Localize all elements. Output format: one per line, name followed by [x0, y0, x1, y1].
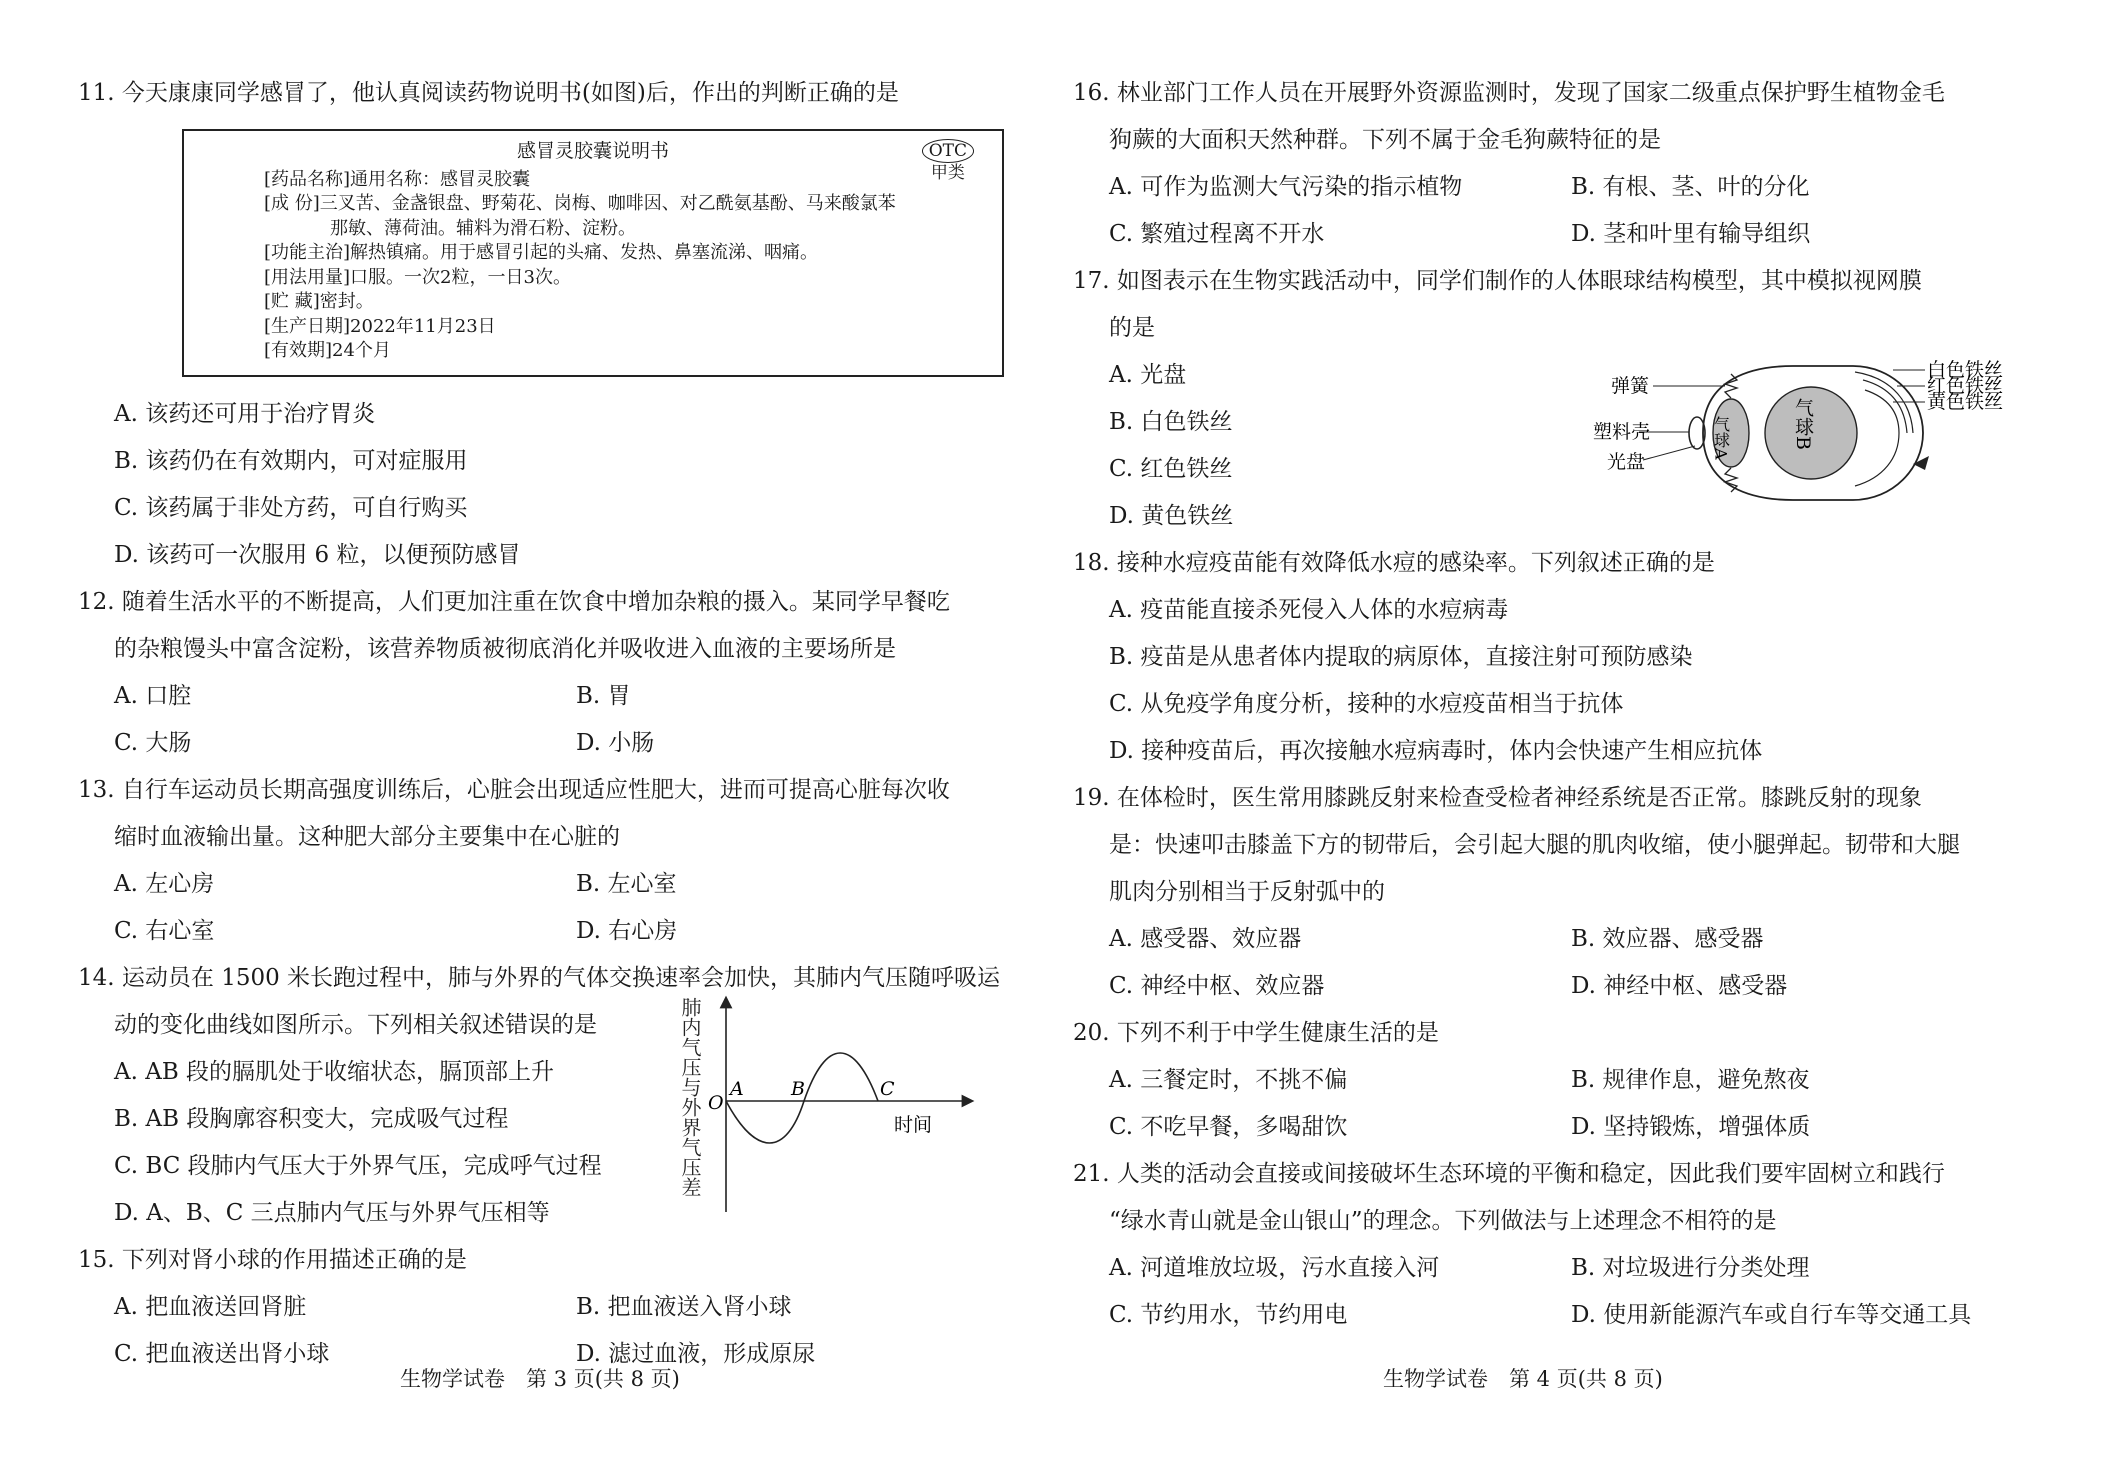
- label-title: 感冒灵胶囊说明书: [516, 140, 669, 162]
- option-a[interactable]: A. 光盘: [1109, 362, 1187, 388]
- question-20: [1073, 1010, 2013, 1151]
- origin-label: O: [708, 1092, 724, 1114]
- page-footer-left: 生物学试卷 第 3 页(共 8 页): [400, 1367, 680, 1391]
- pressure-graph: [676, 997, 976, 1217]
- option-a[interactable]: A. 河道堆放垃圾，污水直接入河: [1109, 1255, 1440, 1281]
- label-line: [生产日期]2022年11月23日: [264, 315, 496, 337]
- stem-line: 14. 运动员在 1500 米长跑过程中，肺与外界的气体交换速率会加快，其肺内气压随呼吸运: [78, 965, 1001, 991]
- options-row: [78, 861, 1018, 908]
- stem-line: 17. 如图表示在生物实践活动中，同学们制作的人体眼球结构模型，其中模拟视网膜: [1073, 268, 1922, 294]
- option-c[interactable]: C. 把血液送出肾小球: [114, 1341, 330, 1367]
- spring-bottom: [1725, 468, 1737, 492]
- option-a[interactable]: A. 该药还可用于治疗胃炎: [114, 401, 376, 427]
- question-17: [1073, 258, 2013, 540]
- option-b[interactable]: B. 效应器、感受器: [1571, 926, 1764, 952]
- otc-class: 甲类: [930, 163, 965, 183]
- stem-line: “绿水青山就是金山银山”的理念。下列做法与上述理念不相符的是: [1109, 1208, 1777, 1234]
- stem-line: 动的变化曲线如图所示。下列相关叙述错误的是: [114, 1012, 597, 1038]
- options-row: [1073, 1245, 2013, 1292]
- label-line: 那敏、薄荷油。辅料为滑石粉、淀粉。: [330, 217, 636, 239]
- y-axis-label: 肺内气压与外界气压差: [678, 997, 702, 1197]
- stem-line: 的是: [1109, 315, 1155, 341]
- option-c[interactable]: C. 从免疫学角度分析，接种的水痘疫苗相当于抗体: [1109, 691, 1624, 717]
- option-a[interactable]: A. 口腔: [114, 683, 192, 709]
- options-row: [78, 908, 1018, 955]
- eyeball-model-diagram: [1593, 358, 2004, 508]
- stem-line: 21. 人类的活动会直接或间接破坏生态环境的平衡和稳定，因此我们要牢固树立和践行: [1073, 1161, 1945, 1187]
- question-13: [78, 767, 1018, 955]
- point-b-label: B: [791, 1078, 805, 1100]
- option-c[interactable]: C. 不吃早餐，多喝甜饮: [1109, 1114, 1348, 1140]
- option-c[interactable]: C. 神经中枢、效应器: [1109, 973, 1325, 999]
- option-b[interactable]: B. 白色铁丝: [1109, 409, 1233, 435]
- options-row: [1073, 916, 2013, 963]
- options-row: [78, 1284, 1018, 1331]
- option-a[interactable]: A. AB 段的膈肌处于收缩状态，膈顶部上升: [114, 1059, 555, 1085]
- option-b[interactable]: B. 把血液送入肾小球: [576, 1294, 792, 1320]
- point-c-label: C: [880, 1078, 895, 1100]
- question-18: [1073, 540, 2013, 775]
- question-11: [78, 70, 1018, 579]
- stem-line: 12. 随着生活水平的不断提高，人们更加注重在饮食中增加杂粮的摄入。某同学早餐吃: [78, 589, 950, 615]
- question-15: [78, 1237, 1018, 1378]
- options: [78, 391, 1018, 579]
- question-stem: 18. 接种水痘疫苗能有效降低水痘的感染率。下列叙述正确的是: [1073, 550, 1715, 576]
- stem-line: 16. 林业部门工作人员在开展野外资源监测时，发现了国家二级重点保护野生植物金毛: [1073, 80, 1945, 106]
- question-stem: 20. 下列不利于中学生健康生活的是: [1073, 1020, 1439, 1046]
- options-row: [1073, 164, 2013, 211]
- medicine-label: [182, 129, 1004, 377]
- question-stem: [1073, 70, 2013, 164]
- option-b[interactable]: B. 左心室: [576, 871, 677, 897]
- option-a[interactable]: A. 感受器、效应器: [1109, 926, 1302, 952]
- options-row: [1073, 1057, 2013, 1104]
- stem-line: 缩时血液输出量。这种肥大部分主要集中在心脏的: [114, 824, 620, 850]
- option-a[interactable]: A. 疫苗能直接杀死侵入人体的水痘病毒: [1109, 597, 1509, 623]
- label-line: [药品名称]通用名称：感冒灵胶囊: [264, 168, 531, 190]
- option-d[interactable]: D. 茎和叶里有输导组织: [1571, 221, 1811, 247]
- option-d[interactable]: D. 该药可一次服用 6 粒，以便预防感冒: [114, 542, 521, 568]
- option-d[interactable]: D. 小肠: [576, 730, 655, 756]
- balloon-a-label: 气球A: [1711, 416, 1731, 460]
- option-b[interactable]: B. 对垃圾进行分类处理: [1571, 1255, 1810, 1281]
- options-row: [1073, 1104, 2013, 1151]
- option-d[interactable]: D. 滤过血液，形成原尿: [576, 1341, 816, 1367]
- question-stem: [1073, 258, 2013, 352]
- option-d[interactable]: D. 坚持锻炼，增强体质: [1571, 1114, 1811, 1140]
- options-row: [1073, 1292, 2013, 1339]
- option-c[interactable]: C. BC 段肺内气压大于外界气压，完成呼气过程: [114, 1153, 602, 1179]
- stem-line: 13. 自行车运动员长期高强度训练后，心脏会出现适应性肥大，进而可提高心脏每次收: [78, 777, 950, 803]
- option-d[interactable]: D. 右心房: [576, 918, 678, 944]
- red-wire-label: 红色铁丝: [1927, 375, 2004, 397]
- yellow-wire: [1855, 390, 1899, 486]
- option-a[interactable]: A. 左心房: [114, 871, 215, 897]
- right-page: [1073, 70, 2013, 1339]
- otc-badge: OTC: [922, 139, 974, 163]
- question-19: [1073, 775, 2013, 1010]
- question-stem: 15. 下列对肾小球的作用描述正确的是: [78, 1247, 467, 1273]
- shell-label: 塑料壳: [1593, 421, 1651, 443]
- stem-line: 肌肉分别相当于反射弧中的: [1109, 879, 1385, 905]
- left-page: [78, 70, 1018, 1378]
- spring-label: 弹簧: [1611, 375, 1650, 397]
- option-d[interactable]: D. 黄色铁丝: [1109, 503, 1234, 529]
- option-c[interactable]: C. 大肠: [114, 730, 192, 756]
- stem-line: 狗蕨的大面积天然种群。下列不属于金毛狗蕨特征的是: [1109, 127, 1661, 153]
- yellow-wire-label: 黄色铁丝: [1927, 391, 2004, 413]
- option-d[interactable]: D. 使用新能源汽车或自行车等交通工具: [1571, 1302, 1972, 1328]
- option-c[interactable]: C. 节约用水，节约用电: [1109, 1302, 1348, 1328]
- stem-line: 是：快速叩击膝盖下方的韧带后，会引起大腿的肌肉收缩，使小腿弹起。韧带和大腿: [1109, 832, 1960, 858]
- point-a-label: A: [730, 1078, 744, 1100]
- question-12: [78, 579, 1018, 767]
- options-row: [78, 673, 1018, 720]
- option-b[interactable]: B. AB 段胸廓容积变大，完成吸气过程: [114, 1106, 509, 1132]
- option-c[interactable]: C. 右心室: [114, 918, 215, 944]
- option-a[interactable]: A. 可作为监测大气污染的指示植物: [1109, 174, 1463, 200]
- white-wire-label: 白色铁丝: [1927, 359, 2004, 381]
- question-stem: [78, 579, 1018, 673]
- label-line: [贮 藏]密封。: [264, 291, 374, 312]
- label-line: [成 份]三叉苦、金盏银盘、野菊花、岗梅、咖啡因、对乙酰氨基酚、马来酸氯苯: [264, 193, 896, 214]
- question-stem: [78, 767, 1018, 861]
- option-b[interactable]: B. 该药仍在有效期内，可对症服用: [114, 448, 468, 474]
- label-line: [有效期]24个月: [264, 340, 391, 361]
- disc-label: 光盘: [1607, 451, 1646, 473]
- page-footer-right: 生物学试卷 第 4 页(共 8 页): [1383, 1367, 1663, 1391]
- stem-line: 的杂粮馒头中富含淀粉，该营养物质被彻底消化并吸收进入血液的主要场所是: [114, 636, 896, 662]
- x-axis-label: 时间: [894, 1114, 933, 1136]
- balloon-b-label: 气球B: [1792, 398, 1814, 450]
- optic-mark: [1913, 456, 1929, 470]
- question-16: [1073, 70, 2013, 258]
- stem-line: 19. 在体检时，医生常用膝跳反射来检查受检者神经系统是否正常。膝跳反射的现象: [1073, 785, 1922, 811]
- options-row: [1073, 963, 2013, 1010]
- question-14: [78, 955, 1018, 1237]
- option-b[interactable]: B. 胃: [576, 683, 631, 709]
- option-a[interactable]: A. 三餐定时，不挑不偏: [1109, 1067, 1348, 1093]
- question-stem: [1073, 775, 2013, 916]
- option-b[interactable]: B. 规律作息，避免熬夜: [1571, 1067, 1810, 1093]
- label-line: [用法用量]口服。一次2粒，一日3次。: [264, 266, 571, 288]
- question-21: [1073, 1151, 2013, 1339]
- otc-mark: [922, 139, 974, 183]
- question-stem: [1073, 1151, 2013, 1245]
- options-row: [1073, 211, 2013, 258]
- option-b[interactable]: B. 有根、茎、叶的分化: [1571, 174, 1810, 200]
- option-c[interactable]: C. 红色铁丝: [1109, 456, 1233, 482]
- option-c[interactable]: C. 繁殖过程离不开水: [1109, 221, 1325, 247]
- options-row: [78, 720, 1018, 767]
- option-d[interactable]: D. A、B、C 三点肺内气压与外界气压相等: [114, 1200, 550, 1226]
- option-d[interactable]: D. 接种疫苗后，再次接触水痘病毒时，体内会快速产生相应抗体: [1109, 738, 1763, 764]
- option-c[interactable]: C. 该药属于非处方药，可自行购买: [114, 495, 468, 521]
- label-line: [功能主治]解热镇痛。用于感冒引起的头痛、发热、鼻塞流涕、咽痛。: [264, 242, 819, 263]
- question-stem: 11. 今天康康同学感冒了，他认真阅读药物说明书(如图)后，作出的判断正确的是: [78, 80, 899, 106]
- options: [1073, 587, 2013, 775]
- spring-top: [1725, 374, 1737, 398]
- option-d[interactable]: D. 神经中枢、感受器: [1571, 973, 1788, 999]
- red-wire: [1863, 380, 1907, 433]
- option-b[interactable]: B. 疫苗是从患者体内提取的病原体，直接注射可预防感染: [1109, 644, 1693, 670]
- option-a[interactable]: A. 把血液送回肾脏: [114, 1294, 307, 1320]
